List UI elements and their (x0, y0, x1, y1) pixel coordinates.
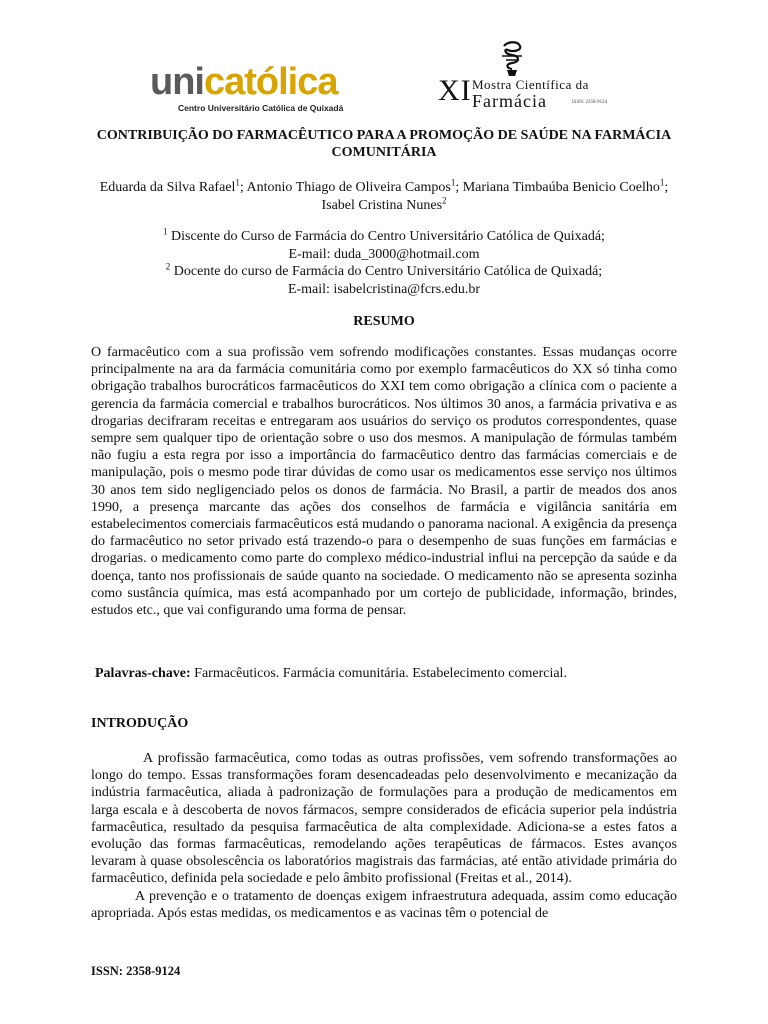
keywords-label: Palavras-chave: (95, 666, 191, 681)
author-4: ; Isabel Cristina Nunes (321, 180, 669, 213)
abstract-text: O farmacêutico com a sua profissão vem sofrendo modificações constantes. Essas mudanças ocorre principalmente na ara da farmácia comunitária como por exemplo farmacêuticos do XX só tinha como obrigação trabalhos burocráticos farmacêuticos do XXI tem como obrigação a clínica com o paciente a gerencia da farmácia comercial e trabalhos burocráticos. Nos últimos 30 anos, a farmácia privativa e as drogarias decifraram receitas e entregaram aos usuários do serviço os produtos correspondentes, quase sempre sem qualquer tipo de orientação sobre o uso dos mesmos. A manipulação de fórmulas também não fugiu a esta regra por isso a importância do farmacêutico dentro das farmácias comerciais e de manipulação, pois o mesmo pode tirar dúvidas de como usar os medicamentos esse serviço nos últimos 30 anos tem sido negligenciado pelos os donos de farmácia. No Brasil, a partir de meados dos anos 1990, a presença marcante das ações dos conselhos de farmácia e vigilância sanitária em estabelecimentos comerciais farmacêuticos está mudando o panorama nacional. A exigência da presença do farmacêutico no setor privado está trazendo-o para o desempenho de suas funções em farmácias e drogarias. o medicamento como parte do complexo médico-industrial influi na percepção da saúde e da doença, tanto nos profissionais de saúde quanto na sociedade. O medicamento não se apresenta sozinha como sustância química, mas está acompanhado por um cortejo de publicidade, informação, brindes, estudos etc., que vai configurando uma forma de pensar. (91, 345, 677, 619)
email-2: E-mail: isabelcristina@fcrs.edu.br (287, 281, 481, 297)
author-1-mark: 1 (235, 177, 240, 188)
author-2-mark: 1 (450, 177, 456, 188)
resumo-heading: RESUMO (353, 314, 415, 329)
keywords (95, 666, 681, 682)
logo-issn: ISSN: 2358-9124 (572, 100, 608, 105)
author-1: Eduarda da Silva Rafael (99, 180, 236, 195)
logo-catolica: católica (203, 61, 338, 103)
affiliation-2-mark: 2 (165, 261, 171, 272)
caduceus-icon (498, 40, 526, 78)
intro-paragraph-1: A profissão farmacêutica, como todas as outras profissões, vem sofrendo transformações ao longo do tempo. Essas transformações foram desencadeadas pelo desenvolvimento e mecanização da indústria farmacêutica, aliada à padronização de formulações para a produção de medicamentos em larga escala e à descoberta de novos fármacos, sempre considerados de eficácia superior pela indústria farmacêutica, resultado da pesquisa farmacêutica de alta complexidade. Adiciona-se a estes fatos a evolução das formas farmacêuticas, remodelando ações terapêuticas de fármacos. Estes avanços levaram à quase obsolescência os laboratórios magistrais das farmácias, até então atividade primária do farmacêutico, definida pela sociedade e pelo âmbito profissional (Freitas et al., 2014). (91, 751, 677, 887)
paper-title: CONTRIBUIÇÃO DO FARMACÊUTICO PARA A PROMOÇÃO DE SAÚDE NA FARMÁCIA COMUNITÁRIA (96, 128, 672, 160)
author-4-mark: 2 (442, 195, 447, 206)
footer-issn: ISSN: 2358-9124 (91, 964, 181, 978)
logo-subtitle: Centro Universitário Católica de Quixadá (178, 103, 344, 113)
logo-line2: Farmácia (472, 91, 547, 111)
author-3-mark: 1 (659, 177, 665, 188)
affiliation-2 (90, 263, 678, 281)
logo-roman-numeral: XI (438, 74, 472, 107)
affiliation-1-mark: 1 (163, 226, 168, 237)
mostra-cientifica-logo (438, 40, 638, 114)
logo-line1: Mostra Científica da (472, 77, 589, 92)
intro-paragraph-2: A prevenção e o tratamento de doenças exigem infraestrutura adequada, assim como educação apropriada. Após estas medidas, os medicamentos e as vacinas têm o potencial de (91, 888, 677, 921)
keywords-text: Farmacêuticos. Farmácia comunitária. Estabelecimento comercial. (190, 666, 567, 681)
author-list (90, 179, 678, 215)
logo-uni: uni (150, 61, 204, 103)
affiliation-1-text: Discente do Curso de Farmácia do Centro Universitário Católica de Quixadá; (167, 229, 605, 244)
author-2: ; Antonio Thiago de Oliveira Campos (239, 180, 451, 195)
introduction-heading: INTRODUÇÃO (91, 716, 189, 731)
affiliations (90, 228, 678, 298)
unicatolica-logo (150, 62, 360, 114)
email-1: E-mail: duda_3000@hotmail.com (288, 246, 480, 262)
introduction-body (91, 750, 677, 922)
logo-wordmark (150, 62, 360, 102)
author-3: ; Mariana Timbaúba Benicio Coelho (455, 180, 660, 195)
affiliation-2-text: Docente do curso de Farmácia do Centro Universitário Católica de Quixadá; (170, 264, 603, 279)
affiliation-1 (90, 228, 678, 246)
